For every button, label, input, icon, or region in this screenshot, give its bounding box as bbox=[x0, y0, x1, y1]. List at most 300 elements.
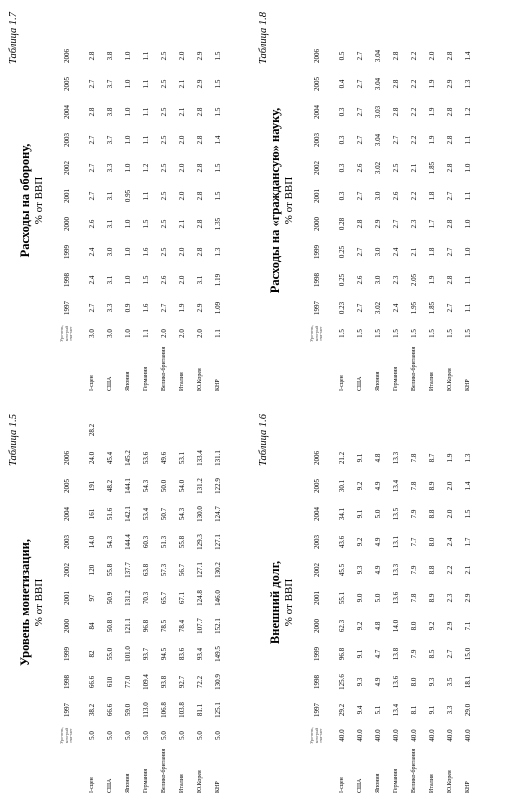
value-cell: 2.05 bbox=[410, 273, 418, 287]
table-header-row bbox=[51, 42, 83, 391]
value-cell: 54.3 bbox=[106, 535, 114, 549]
target-cell: 1.5 bbox=[338, 329, 346, 338]
target-cell: 40.0 bbox=[392, 729, 400, 742]
value-cell: 2.7 bbox=[356, 51, 364, 61]
header-year-cell: 1998 bbox=[313, 273, 321, 287]
value-cell: 2.7 bbox=[446, 649, 454, 659]
table-block-external-debt bbox=[254, 410, 504, 795]
value-cell: 7.8 bbox=[410, 453, 418, 463]
value-cell: 2.8 bbox=[392, 107, 400, 117]
value-cell: 29.2 bbox=[338, 703, 346, 717]
row-label: Ю.Корея bbox=[196, 770, 203, 793]
value-cell: 2.2 bbox=[410, 51, 418, 61]
value-cell: 8.7 bbox=[428, 453, 436, 463]
value-cell: 4.9 bbox=[374, 481, 382, 491]
value-cell: 1.1 bbox=[142, 79, 150, 89]
value-cell: 96.8 bbox=[142, 619, 150, 633]
value-cell: 3.8 bbox=[106, 107, 114, 117]
value-cell: 1.9 bbox=[428, 135, 436, 145]
target-cell: 1.5 bbox=[356, 329, 364, 338]
value-cell: 2.0 bbox=[178, 247, 186, 257]
table-row bbox=[351, 444, 369, 793]
value-cell: 3.04 bbox=[374, 133, 382, 147]
value-cell: 9.1 bbox=[356, 509, 364, 519]
value-cell: 2.0 bbox=[178, 275, 186, 285]
table-row bbox=[333, 42, 351, 391]
header-year-cell: 2000 bbox=[63, 217, 71, 231]
value-cell: 3.1 bbox=[196, 275, 204, 285]
value-cell: 13.4 bbox=[392, 479, 400, 493]
value-cell: 2.6 bbox=[392, 191, 400, 201]
value-cell: 1.85 bbox=[428, 301, 436, 315]
value-cell: 2.8 bbox=[446, 163, 454, 173]
value-cell: 53.4 bbox=[142, 507, 150, 521]
value-cell: 97 bbox=[88, 594, 96, 602]
value-cell: 2.8 bbox=[446, 51, 454, 61]
value-cell: 56.7 bbox=[178, 563, 186, 577]
table-row bbox=[369, 444, 387, 793]
header-year-cell: 1999 bbox=[313, 647, 321, 661]
row-label: Велико-британия bbox=[410, 346, 417, 391]
value-cell: 1.2 bbox=[142, 163, 150, 173]
table-row bbox=[137, 416, 155, 793]
target-cell: 40.0 bbox=[446, 729, 454, 742]
table-row bbox=[423, 42, 441, 391]
value-cell: 3.5 bbox=[446, 677, 454, 687]
value-cell: 13.4 bbox=[392, 703, 400, 717]
value-cell: 2.8 bbox=[446, 275, 454, 285]
value-cell: 9.3 bbox=[356, 677, 364, 687]
target-cell: 40.0 bbox=[428, 729, 436, 742]
value-cell: 13.6 bbox=[392, 675, 400, 689]
table-row bbox=[119, 416, 137, 793]
value-cell: 0.23 bbox=[338, 301, 346, 315]
value-cell: 9.4 bbox=[356, 705, 364, 715]
value-cell: 129.3 bbox=[196, 534, 204, 550]
row-label: Германия bbox=[392, 366, 399, 391]
value-cell: 45.5 bbox=[338, 563, 346, 577]
value-cell: 2.5 bbox=[160, 247, 168, 257]
value-cell: 2.7 bbox=[356, 135, 364, 145]
value-cell: 1.9 bbox=[428, 275, 436, 285]
value-cell: 113.0 bbox=[142, 702, 150, 718]
value-cell: 107.7 bbox=[196, 618, 204, 634]
value-cell: 2.8 bbox=[392, 51, 400, 61]
value-cell: 77.0 bbox=[124, 675, 132, 689]
value-cell: 3.04 bbox=[374, 77, 382, 91]
value-cell: 1.1 bbox=[464, 191, 472, 201]
value-cell: 2.8 bbox=[196, 135, 204, 145]
value-cell: 0.4 bbox=[338, 79, 346, 89]
table-row bbox=[173, 416, 191, 793]
header-target-cell: Уро-вень, кото-рый счи-тает bbox=[309, 727, 324, 744]
value-cell: 2.9 bbox=[464, 593, 472, 603]
value-cell: 48.2 bbox=[106, 479, 114, 493]
header-year-cell: 2003 bbox=[63, 133, 71, 147]
table-row bbox=[387, 42, 405, 391]
value-cell: 2.7 bbox=[356, 247, 364, 257]
value-cell: 2.4 bbox=[446, 537, 454, 547]
header-year-cell: 2005 bbox=[313, 77, 321, 91]
value-cell: 1.1 bbox=[142, 51, 150, 61]
value-cell: 5.0 bbox=[374, 509, 382, 519]
header-year-cell: 2003 bbox=[313, 535, 321, 549]
value-cell: 2.8 bbox=[392, 79, 400, 89]
value-cell: 125.1 bbox=[214, 702, 222, 718]
target-cell: 1.5 bbox=[464, 329, 472, 338]
value-cell: 2.9 bbox=[196, 303, 204, 313]
value-cell: 1.4 bbox=[464, 481, 472, 491]
value-cell: 2.8 bbox=[446, 219, 454, 229]
value-cell: 8.1 bbox=[410, 705, 418, 715]
header-target-cell: Уро-вень, кото-рый счи-тает bbox=[309, 325, 324, 342]
table-number: Таблица 1.8 bbox=[258, 12, 269, 64]
value-cell: 1.7 bbox=[464, 537, 472, 547]
table-number: Таблица 1.7 bbox=[8, 12, 19, 64]
value-cell: 9.1 bbox=[356, 649, 364, 659]
value-cell: 9.2 bbox=[356, 481, 364, 491]
target-cell: 40.0 bbox=[410, 729, 418, 742]
value-cell: 4.8 bbox=[374, 621, 382, 631]
value-cell: 2.7 bbox=[88, 135, 96, 145]
value-cell: 92.7 bbox=[178, 675, 186, 689]
value-cell: 7.8 bbox=[410, 593, 418, 603]
target-cell: 5.0 bbox=[178, 731, 186, 740]
row-label: Япония bbox=[124, 773, 131, 793]
value-cell: 2.4 bbox=[392, 247, 400, 257]
value-cell: 1.35 bbox=[214, 217, 222, 231]
target-cell: 2.0 bbox=[178, 329, 186, 338]
value-cell: 51.6 bbox=[106, 507, 114, 521]
value-cell: 94.5 bbox=[160, 647, 168, 661]
value-cell: 81.1 bbox=[196, 703, 204, 717]
value-cell: 2.5 bbox=[160, 79, 168, 89]
value-cell: 2.5 bbox=[392, 163, 400, 173]
value-cell: 1.9 bbox=[446, 453, 454, 463]
value-cell: 1.0 bbox=[464, 163, 472, 173]
row-label: I-сцен bbox=[338, 375, 345, 391]
value-cell: 1.9 bbox=[428, 107, 436, 117]
value-cell: 5.0 bbox=[374, 593, 382, 603]
row-label: Италия bbox=[178, 774, 185, 793]
value-cell: 149.5 bbox=[214, 646, 222, 662]
value-cell: 1.4 bbox=[464, 51, 472, 61]
value-cell: 3.7 bbox=[106, 79, 114, 89]
value-cell: 1.2 bbox=[464, 107, 472, 117]
value-cell: 0.25 bbox=[338, 273, 346, 287]
value-cell: 78.4 bbox=[178, 619, 186, 633]
table-row bbox=[441, 42, 459, 391]
row-label: США bbox=[106, 376, 113, 391]
value-cell: 15.0 bbox=[464, 647, 472, 661]
value-cell: 7.9 bbox=[410, 509, 418, 519]
value-cell: 93.8 bbox=[160, 675, 168, 689]
value-cell: 4.8 bbox=[374, 453, 382, 463]
value-cell: 2.8 bbox=[196, 219, 204, 229]
header-year-cell: 2004 bbox=[313, 507, 321, 521]
value-cell: 2.7 bbox=[356, 191, 364, 201]
value-cell: 610 bbox=[106, 676, 114, 688]
table-row bbox=[459, 444, 477, 793]
value-cell: 121.1 bbox=[124, 618, 132, 634]
header-corner-cell bbox=[301, 345, 333, 391]
value-cell: 122.9 bbox=[214, 478, 222, 494]
target-cell: 1.0 bbox=[124, 329, 132, 338]
value-cell: 2.7 bbox=[88, 303, 96, 313]
value-cell: 2.2 bbox=[446, 565, 454, 575]
value-cell: 60.3 bbox=[142, 535, 150, 549]
value-cell: 145.2 bbox=[124, 450, 132, 466]
target-cell: 40.0 bbox=[338, 729, 346, 742]
header-target-cell: Уро-вень, кото-рый счи-тает bbox=[59, 727, 74, 744]
value-cell: 9.1 bbox=[428, 705, 436, 715]
target-cell: 2.0 bbox=[196, 329, 204, 338]
value-cell: 0.9 bbox=[124, 303, 132, 313]
value-cell: 1.1 bbox=[464, 135, 472, 145]
table-row bbox=[155, 42, 173, 391]
value-cell: 2.4 bbox=[88, 275, 96, 285]
value-cell: 2.7 bbox=[356, 79, 364, 89]
value-cell: 2.8 bbox=[196, 163, 204, 173]
value-cell: 53.6 bbox=[142, 451, 150, 465]
value-cell: 1.1 bbox=[142, 107, 150, 117]
value-cell: 2.0 bbox=[446, 509, 454, 519]
table-header-row bbox=[301, 42, 333, 391]
header-year-cell: 2000 bbox=[313, 619, 321, 633]
value-cell: 3.03 bbox=[374, 105, 382, 119]
value-cell: 3.7 bbox=[106, 135, 114, 145]
header-year-cell: 1997 bbox=[63, 301, 71, 315]
value-cell: 1.8 bbox=[428, 191, 436, 201]
value-cell: 106.8 bbox=[160, 702, 168, 718]
value-cell: 8.9 bbox=[428, 481, 436, 491]
row-label: Япония bbox=[374, 371, 381, 391]
table-row bbox=[155, 416, 173, 793]
value-cell: 0.5 bbox=[338, 51, 346, 61]
value-cell: 120 bbox=[88, 564, 96, 576]
row-label: Германия bbox=[392, 768, 399, 793]
value-cell: 2.0 bbox=[446, 481, 454, 491]
row-label: I-сцен bbox=[88, 375, 95, 391]
value-cell: 8.0 bbox=[410, 621, 418, 631]
target-cell: 5.0 bbox=[88, 731, 96, 740]
header-year-cell: 2006 bbox=[63, 49, 71, 63]
value-cell: 2.5 bbox=[160, 107, 168, 117]
value-cell: 2.7 bbox=[392, 135, 400, 145]
value-cell: 1.0 bbox=[124, 275, 132, 285]
value-cell: 2.8 bbox=[196, 107, 204, 117]
value-cell: 1.5 bbox=[464, 509, 472, 519]
header-year-cell: 1998 bbox=[63, 675, 71, 689]
value-cell: 55.1 bbox=[338, 591, 346, 605]
target-cell: 5.0 bbox=[142, 731, 150, 740]
target-cell: 40.0 bbox=[464, 729, 472, 742]
table-header-row bbox=[51, 416, 83, 793]
table-subtitle: % от ВВП bbox=[283, 578, 295, 627]
value-cell: 1.7 bbox=[428, 219, 436, 229]
target-cell: 1.1 bbox=[214, 329, 222, 338]
row-label: КНР bbox=[214, 781, 221, 793]
table-row bbox=[83, 42, 101, 391]
target-cell: 5.0 bbox=[214, 731, 222, 740]
value-cell: 14.0 bbox=[88, 535, 96, 549]
value-cell: 161 bbox=[88, 508, 96, 520]
value-cell: 1.0 bbox=[124, 247, 132, 257]
value-cell: 50.0 bbox=[160, 479, 168, 493]
table-title: Расходы на «граждансую» науку, bbox=[268, 107, 282, 294]
table-row bbox=[173, 42, 191, 391]
value-cell: 50.7 bbox=[160, 507, 168, 521]
value-cell: 2.8 bbox=[88, 51, 96, 61]
value-cell: 3.0 bbox=[106, 247, 114, 257]
value-cell: 7.7 bbox=[410, 537, 418, 547]
value-cell: 93.7 bbox=[142, 647, 150, 661]
table-row bbox=[405, 444, 423, 793]
value-cell: 2.5 bbox=[160, 163, 168, 173]
value-cell: 0.3 bbox=[338, 135, 346, 145]
value-cell: 1.95 bbox=[410, 301, 418, 315]
table-subtitle: % от ВВП bbox=[33, 578, 45, 627]
value-cell: 8.8 bbox=[428, 565, 436, 575]
value-cell: 2.7 bbox=[392, 219, 400, 229]
table-row bbox=[209, 42, 227, 391]
header-year-cell: 2001 bbox=[313, 189, 321, 203]
value-cell: 2.9 bbox=[196, 51, 204, 61]
value-cell: 3.3 bbox=[446, 705, 454, 715]
value-cell: 9.3 bbox=[356, 565, 364, 575]
header-corner-cell bbox=[301, 747, 333, 793]
value-cell: 62.3 bbox=[338, 619, 346, 633]
value-cell: 2.9 bbox=[446, 79, 454, 89]
target-cell: 5.0 bbox=[196, 731, 204, 740]
header-year-cell: 1997 bbox=[313, 703, 321, 717]
value-cell: 2.6 bbox=[88, 219, 96, 229]
value-cell: 2.8 bbox=[196, 191, 204, 201]
value-cell: 2.1 bbox=[464, 565, 472, 575]
header-year-cell: 2005 bbox=[63, 479, 71, 493]
value-cell: 2.0 bbox=[178, 191, 186, 201]
value-cell: 109.4 bbox=[142, 674, 150, 690]
value-cell: 3.0 bbox=[374, 247, 382, 257]
row-label: Япония bbox=[374, 773, 381, 793]
value-cell: 53.1 bbox=[178, 451, 186, 465]
value-cell: 2.7 bbox=[446, 191, 454, 201]
value-cell: 2.1 bbox=[410, 247, 418, 257]
value-cell: 124.8 bbox=[196, 590, 204, 606]
value-cell: 3.04 bbox=[374, 49, 382, 63]
header-year-cell: 2001 bbox=[63, 189, 71, 203]
target-cell: 2.0 bbox=[160, 329, 168, 338]
value-cell: 3.1 bbox=[106, 191, 114, 201]
value-cell: 13.3 bbox=[392, 451, 400, 465]
value-cell: 1.0 bbox=[124, 163, 132, 173]
value-cell: 1.0 bbox=[464, 219, 472, 229]
value-cell: 9.2 bbox=[356, 621, 364, 631]
value-cell: 1.0 bbox=[124, 107, 132, 117]
value-cell: 2.5 bbox=[160, 219, 168, 229]
table-title: Расходы на оборону, bbox=[18, 143, 32, 258]
value-cell: 55.0 bbox=[106, 647, 114, 661]
value-cell: 8.9 bbox=[428, 593, 436, 603]
target-cell: 3.0 bbox=[88, 329, 96, 338]
value-cell: 9.3 bbox=[428, 677, 436, 687]
value-cell: 125.6 bbox=[338, 674, 346, 690]
value-cell: 2.6 bbox=[356, 275, 364, 285]
value-cell: 1.3 bbox=[464, 453, 472, 463]
table-number: Таблица 1.5 bbox=[8, 414, 19, 466]
value-cell: 8.0 bbox=[428, 537, 436, 547]
table-row bbox=[101, 416, 119, 793]
value-cell: 131.2 bbox=[124, 590, 132, 606]
value-cell: 1.1 bbox=[464, 303, 472, 313]
value-cell: 2.9 bbox=[374, 219, 382, 229]
value-cell: 3.3 bbox=[106, 163, 114, 173]
value-cell: 2.7 bbox=[356, 107, 364, 117]
row-label: Германия bbox=[142, 768, 149, 793]
value-cell: 1.5 bbox=[214, 191, 222, 201]
table-row bbox=[137, 42, 155, 391]
value-cell: 9.0 bbox=[356, 593, 364, 603]
value-cell: 1.5 bbox=[214, 79, 222, 89]
header-year-cell: 1999 bbox=[63, 245, 71, 259]
value-cell: 82 bbox=[88, 650, 96, 658]
value-cell: 4.9 bbox=[374, 677, 382, 687]
value-cell: 0.28 bbox=[338, 217, 346, 231]
value-cell: 66.6 bbox=[106, 703, 114, 717]
table-row bbox=[101, 42, 119, 391]
value-cell: 2.6 bbox=[160, 275, 168, 285]
value-cell: 131.1 bbox=[214, 450, 222, 466]
header-year-cell: 2002 bbox=[63, 563, 71, 577]
value-cell: 65.7 bbox=[160, 591, 168, 605]
value-cell: 72.2 bbox=[196, 675, 204, 689]
value-cell: 2.7 bbox=[88, 191, 96, 201]
row-label: США bbox=[356, 778, 363, 793]
value-cell: 142.1 bbox=[124, 506, 132, 522]
header-year-cell: 2002 bbox=[313, 161, 321, 175]
value-cell: 2.0 bbox=[178, 51, 186, 61]
header-year-cell: 1999 bbox=[63, 647, 71, 661]
value-cell: 1.8 bbox=[428, 247, 436, 257]
value-cell: 43.6 bbox=[338, 535, 346, 549]
value-cell: 2.8 bbox=[88, 107, 96, 117]
value-cell: 2.2 bbox=[410, 79, 418, 89]
row-label: КНР bbox=[464, 379, 471, 391]
table-row bbox=[351, 42, 369, 391]
header-year-cell: 1998 bbox=[63, 273, 71, 287]
value-cell: 24.0 bbox=[88, 451, 96, 465]
value-cell: 2.8 bbox=[446, 107, 454, 117]
value-cell: 2.5 bbox=[160, 191, 168, 201]
row-label: США bbox=[356, 376, 363, 391]
table-block-monetization bbox=[4, 410, 254, 795]
row-label: I-сцен bbox=[88, 777, 95, 793]
row-label: Италия bbox=[428, 774, 435, 793]
value-cell: 2.3 bbox=[392, 275, 400, 285]
value-cell: 3.1 bbox=[106, 275, 114, 285]
value-cell: 127.1 bbox=[196, 562, 204, 578]
table-header-row bbox=[301, 444, 333, 793]
target-cell: 40.0 bbox=[374, 729, 382, 742]
table-subtitle: % от ВВП bbox=[33, 176, 45, 225]
value-cell: 66.6 bbox=[88, 675, 96, 689]
row-label: Велико-британия bbox=[160, 346, 167, 391]
value-cell: 2.8 bbox=[196, 247, 204, 257]
header-corner-cell bbox=[51, 345, 83, 391]
value-cell: 137.7 bbox=[124, 562, 132, 578]
target-cell: 1.5 bbox=[392, 329, 400, 338]
target-cell: 40.0 bbox=[356, 729, 364, 742]
